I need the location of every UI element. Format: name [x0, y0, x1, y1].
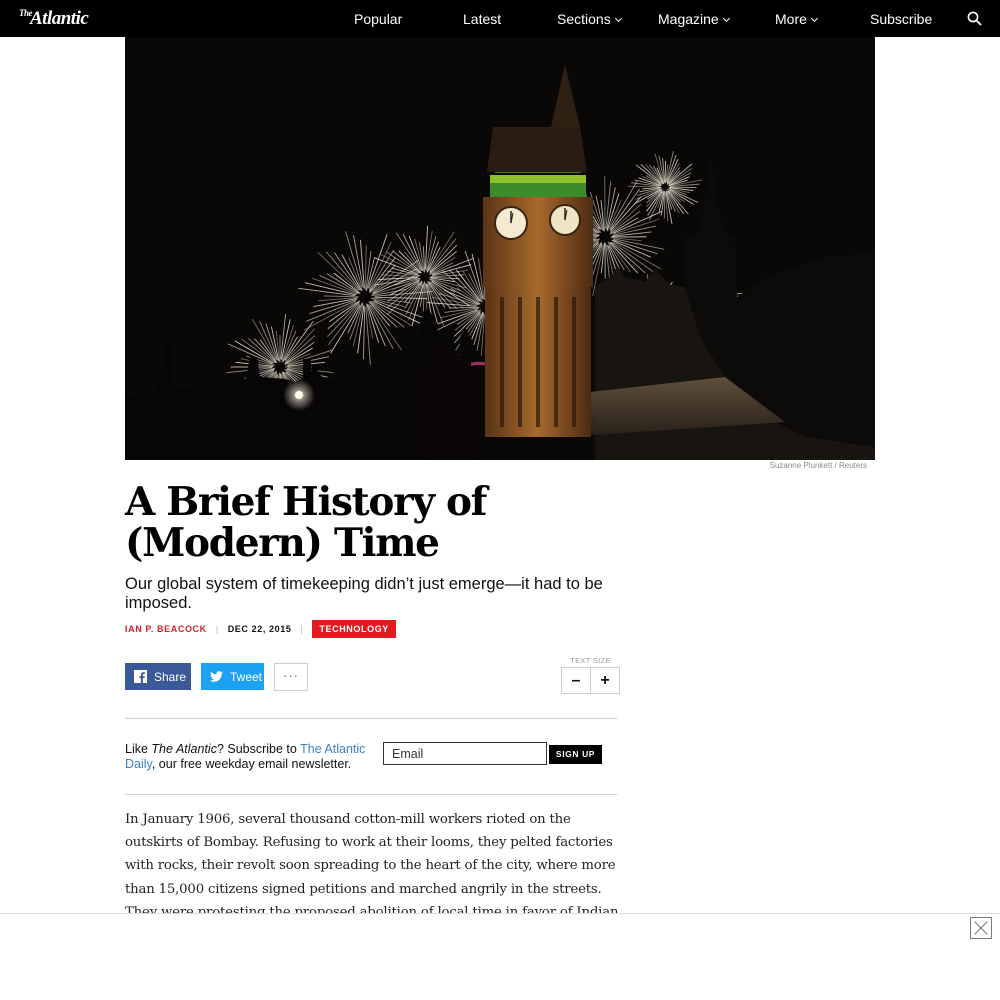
nav-sections-label: Sections [557, 11, 611, 27]
ad-banner [0, 913, 1000, 1000]
article-dek: Our global system of timekeeping didn’t just emerge—it had to be imposed. [125, 575, 603, 612]
close-icon[interactable] [970, 917, 992, 939]
hero-image [125, 37, 875, 460]
tweet-label: Tweet [230, 669, 263, 684]
decrease-text-size-button[interactable]: – [561, 667, 591, 694]
nav-latest[interactable]: Latest [463, 11, 502, 27]
atlantic-daily-link[interactable]: The Atlantic Daily [125, 742, 366, 771]
article-body-paragraph: In January 1906, several thousand cotton-mill workers rioted on the outskirts of Bombay. Refusing to work at their looms, they pelted factories with rocks, their revolt soon spreading to the heart of the city, where more than 15,000 citizens signed petitions and marched angrily in the streets. [125, 812, 616, 897]
nav-more-label: More [775, 11, 807, 27]
photo-credit: Suzanne Plunkett / Reuters [769, 461, 867, 470]
author-link[interactable]: IAN P. BEACOCK [125, 624, 207, 634]
twitter-icon [210, 671, 223, 682]
nav-subscribe[interactable]: Subscribe [870, 11, 933, 27]
share-label: Share [154, 669, 187, 684]
atlantic-logo[interactable] [19, 8, 88, 30]
chevron-down-icon [723, 15, 730, 22]
newsletter-post: , our free weekday email newsletter. [151, 756, 352, 771]
facebook-share-button[interactable] [125, 663, 191, 690]
search-icon[interactable] [967, 11, 982, 26]
publish-date: DEC 22, 2015 [227, 624, 292, 634]
nav-more[interactable] [775, 11, 817, 27]
newsletter-promo [125, 742, 375, 771]
logo-text: Atlantic [30, 8, 89, 29]
twitter-tweet-button[interactable] [201, 663, 264, 690]
chevron-down-icon [811, 15, 818, 22]
newsletter-mid: ? Subscribe to [216, 742, 301, 756]
divider [125, 718, 617, 719]
chevron-down-icon [615, 15, 622, 22]
more-share-options-button[interactable]: ··· [274, 663, 308, 691]
newsletter-publication: The Atlantic [151, 742, 217, 756]
byline [125, 620, 396, 638]
sign-up-button[interactable]: SIGN UP [549, 745, 602, 764]
top-nav [0, 0, 1000, 37]
newsletter-pre: Like [125, 742, 152, 756]
article-title: A Brief History of (Modern) Time [125, 479, 487, 566]
logo-the: The [19, 8, 32, 18]
increase-text-size-button[interactable]: + [590, 667, 620, 694]
nav-magazine-label: Magazine [658, 11, 719, 27]
divider [125, 794, 617, 795]
section-tag[interactable]: TECHNOLOGY [312, 620, 396, 638]
nav-sections[interactable] [557, 11, 621, 27]
facebook-icon [134, 670, 147, 683]
email-input[interactable] [383, 742, 547, 765]
byline-separator: | [215, 624, 219, 634]
nav-magazine[interactable] [658, 11, 729, 27]
text-size-label: TEXT SIZE [570, 656, 611, 665]
nav-popular[interactable]: Popular [354, 11, 403, 27]
byline-separator: | [300, 624, 304, 634]
